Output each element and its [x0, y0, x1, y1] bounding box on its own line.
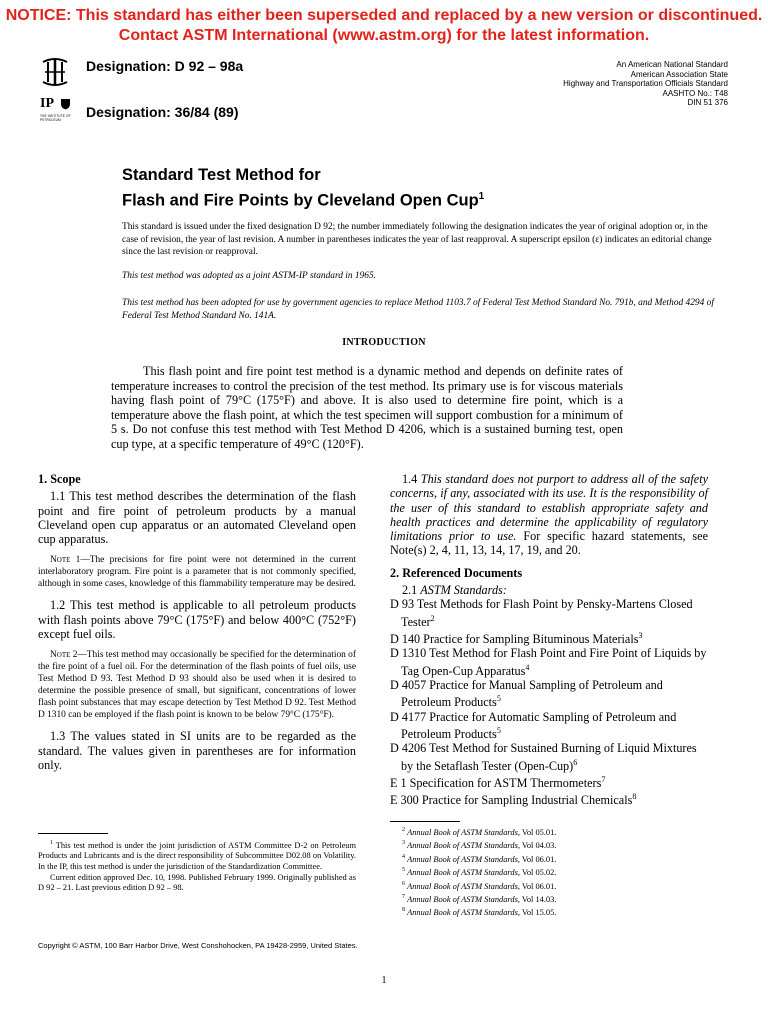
footnote-item: $^8$ Annual Book of ASTM Standards, Vol 15.05. — [402, 907, 557, 918]
footnote-item: $^2$ Annual Book of ASTM Standards, Vol 05.01. — [402, 827, 557, 837]
reference-item: D 4057 Practice for Manual Sampling of Petroleum and Petroleum Products$^5$ — [390, 678, 663, 710]
reference-item: E 1 Specification for ASTM Thermometers$^7$ — [390, 775, 606, 791]
designation-astm: Designation: D 92 – 98a — [86, 58, 244, 74]
right-column — [390, 472, 708, 808]
left-column — [38, 472, 356, 772]
reference-item: D 1310 Test Method for Flash Point and Fire Point of Liquids by Tag Open-Cup Apparatus$^4$ — [390, 646, 707, 678]
standards-line: American Association State — [630, 69, 728, 79]
standards-line: DIN 51 376 — [687, 98, 728, 107]
reference-item: D 4177 Practice for Automatic Sampling of Petroleum and Petroleum Products$^5$ — [390, 709, 677, 742]
notice-line-1: NOTICE: This standard has either been superseded and replaced by a new version or discontinued. — [5, 7, 763, 24]
section-heading-scope: 1. Scope — [38, 472, 81, 486]
paragraph-2-1: 2.1 ASTM Standards: — [402, 583, 507, 598]
ip-shield-icon — [60, 98, 71, 110]
footnote-item: $^5$ Annual Book of ASTM Standards, Vol 05.02. — [402, 867, 557, 877]
standards-line: Highway and Transportation Officials Standard — [563, 79, 728, 88]
paragraph-1-2: 1.2 This test method is applicable to all petroleum products with flash points above 79°C (175°F) and below 400°C (752°F) except fuel oils. — [38, 598, 356, 642]
reference-item: D 4206 Test Method for Sustained Burning of Liquid Mixtures by the Setaflash Tester (Open-Cup)$^6$ — [390, 741, 697, 773]
issued-statement: This standard is issued under the fixed designation D 92; the number immediately following the designation indicates the year of original adoption or, in the case of revision, the year of last revision. A number in parentheses indicates the year of last reapproval. A superscript epsilon (ε) indicates an editorial change since the last revision or reapproval. — [122, 222, 712, 257]
reference-item: D 93 Test Methods for Flash Point by Pensky-Martens Closed Tester$^2$ — [390, 597, 693, 629]
introduction-text: This flash point and fire point test method is a dynamic method and depends on definite rates of temperature increases to control the precision of the test method. Its primary use is for viscous materials having flash point of 79°C (175°F) and above. It is also used to determine fire point, which is a temperature above the flash point, at which the test specimen will support combustion for a minimum of 5 s. Do not confuse this test method with Test Method D 4206, which is a sustained burning test, open cup type, at a specific temperature of 49°C (120°F). — [111, 364, 623, 451]
note-1: Note 1—The precisions for fire point were not determined in the current interlaboratory program. Fire point is a parameter that is not commonly specified, although in some cases, knowledge of this flammability temperature may be desired. — [38, 555, 356, 590]
footnote-divider — [38, 833, 108, 834]
footnote-1: $^1$ This test method is under the joint jurisdiction of ASTM Committee D-2 on Petroleum Products and Lubricants and is the direct responsibility of Subcommittee D02.08 on Volatility. In the IP, this test method is under the jurisdiction of the Standardization Committee. — [38, 840, 356, 871]
footnotes-left — [38, 838, 356, 894]
footnote-item: $^6$ Annual Book of ASTM Standards, Vol 06.01. — [402, 880, 557, 891]
page-number: 1 — [381, 975, 387, 986]
paragraph-1-1: 1.1 This test method describes the determination of the flash point and fire point of petroleum products by a manual Cleveland open cup apparatus or an automated Cleveland open cup apparatus. — [38, 489, 356, 547]
paragraph-1-4: 1.4 This standard does not purport to address all of the safety concerns, if any, associated with its use. It is the responsibility of the user of this standard to establish appropriate safety and health practices and determine the applicability of regulatory limitations prior to use. For specific hazard statements, see Note(s) 2, 4, 11, 13, 14, 17, 19, and 20. — [390, 472, 708, 558]
notice-line-2: Contact ASTM International (www.astm.org) for the latest information. — [118, 27, 650, 44]
introduction-heading: INTRODUCTION — [342, 337, 426, 348]
reference-item: E 300 Practice for Sampling Industrial Chemicals$^8$ — [390, 792, 637, 808]
title-line-1: Standard Test Method for — [122, 166, 321, 184]
footnotes-right — [390, 825, 708, 919]
paragraph-1-3: 1.3 The values stated in SI units are to be regarded as the standard. The values given in parentheses are for information only. — [38, 729, 356, 772]
astm-logo-icon — [40, 54, 70, 90]
copyright-line: Copyright © ASTM, 100 Barr Harbor Drive, West Conshohocken, PA 19428-2959, United States. — [38, 941, 358, 950]
footnote-divider — [390, 821, 460, 822]
footnote-item: $^7$ Annual Book of ASTM Standards, Vol 14.03. — [402, 893, 557, 904]
ip-logo-text: IP — [40, 96, 54, 111]
standards-list — [563, 60, 728, 108]
edition-note: Current edition approved Dec. 10, 1998. Published February 1999. Originally published as D 92 – 21. Last previous edition D 92 – 98. — [38, 872, 356, 893]
standards-line: An American National Standard — [616, 60, 728, 69]
adopted-statement: This test method was adopted as a joint ASTM-IP standard in 1965. — [122, 271, 377, 281]
note-2: Note 2—This test method may occasionally be specified for the determination of the fire point of a fuel oil. For the determination of the flash points of fuel oils, use Test Method D 93. Test Method D 93 should also be used when it is desired to determine the possible presence of small, but significant, concentrations of lower flash point substances that may escape detection by Test Method D 92. Test Method D 1310 can be employed if the flash point is known to be below 79°C (175°F). — [38, 650, 356, 721]
supersede-notice — [0, 6, 768, 46]
reference-item: D 140 Practice for Sampling Bituminous Materials$^3$ — [390, 631, 643, 647]
standards-line: AASHTO No.: T48 — [662, 88, 728, 98]
designation-ip: Designation: 36/84 (89) — [86, 104, 239, 120]
footnote-item: $^4$ Annual Book of ASTM Standards, Vol 06.01. — [402, 853, 557, 864]
ip-logo-subtitle: THE INSTITUTE OF PETROLEUM — [40, 114, 71, 122]
footnote-item: $^3$ Annual Book of ASTM Standards, Vol 04.03. — [402, 840, 557, 851]
title-footnote-mark: 1 — [478, 191, 485, 202]
ip-logo — [40, 96, 76, 130]
title-line-2: Flash and Fire Points by Cleveland Open Cup$^1$ — [122, 191, 485, 210]
document-title — [122, 165, 484, 212]
government-statement: This test method has been adopted for use by government agencies to replace Method 1103.7 of Federal Test Method Standard No. 791b, and Method 4294 of Federal Test Method Standard No. 141A. — [122, 298, 714, 321]
section-heading-referenced: 2. Referenced Documents — [390, 565, 523, 580]
